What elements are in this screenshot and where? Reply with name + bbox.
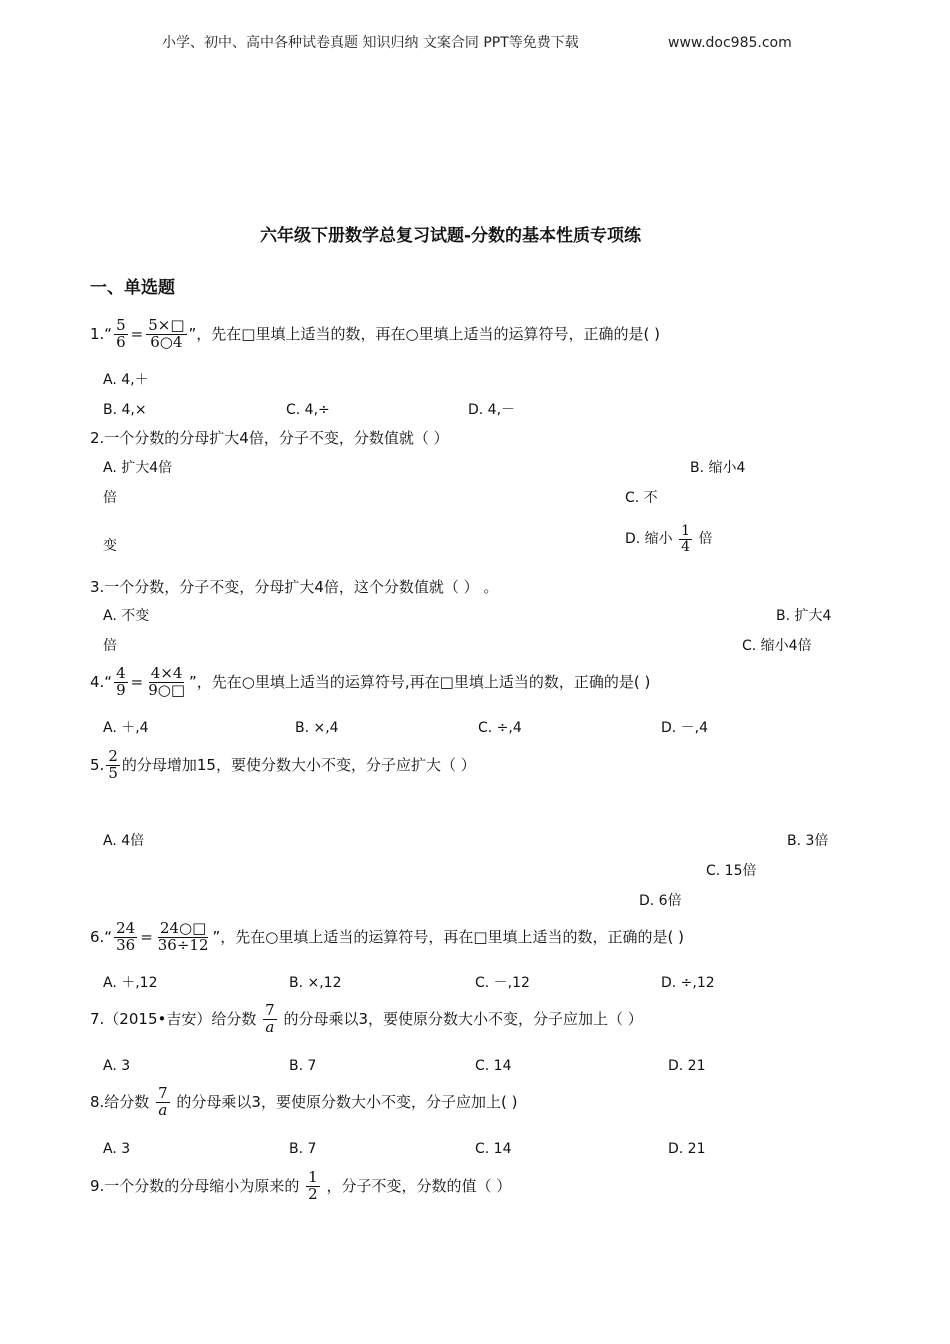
option-c: C. 15倍 <box>706 863 757 879</box>
fraction: $\frac{7}{a}$ <box>265 1001 275 1036</box>
fraction: $\frac{5\times□}{6○4}$ <box>148 316 185 351</box>
option-a: A. ＋,12 <box>103 975 158 991</box>
option-d: D. 21 <box>668 1141 706 1157</box>
question-text: 8.给分数 <box>90 1092 150 1111</box>
question-text: ，分子不变，分数的值（ ） <box>326 1176 512 1195</box>
option-d: D. ÷,12 <box>661 975 715 991</box>
question-text: 的分母乘以3，要使原分数大小不变，分子应加上( ) <box>176 1092 518 1111</box>
option-b: B. 7 <box>289 1141 317 1157</box>
option-a: A. 3 <box>103 1058 131 1074</box>
question-6: 6.“ $\frac{24}{36}$ = $\frac{24○□}{36\div 12}$ ”，先在○里填上适当的运算符号，再在□里填上适当的数，正确的是( ) <box>90 919 685 954</box>
option-b: B. 缩小4 <box>690 460 746 476</box>
question-number: 1.“ <box>90 324 113 343</box>
question-5 <box>90 749 476 782</box>
option-a: A. 扩大4倍 <box>103 460 173 476</box>
question-number: 6.“ <box>90 927 113 946</box>
option-d: D. 缩小 $\frac{1}{4}$ 倍 <box>625 523 713 555</box>
option-d: D. 4,－ <box>468 402 516 418</box>
option-c: C. 14 <box>475 1058 512 1074</box>
fraction: $\frac{7}{a}$ <box>158 1084 168 1119</box>
option-d: D. 21 <box>668 1058 706 1074</box>
option-d: D. 6倍 <box>639 893 682 909</box>
question-2: 2.一个分数的分母扩大4倍，分子不变，分数值就（ ） <box>90 429 449 447</box>
option-b: B. 4,× <box>103 402 147 418</box>
fraction: $\frac{24○□}{36\div 12}$ <box>157 919 209 954</box>
option-c: C. 缩小4倍 <box>742 638 812 654</box>
fraction: $\frac{4}{9}$ <box>116 664 126 699</box>
option-b: B. 扩大4 <box>776 608 832 624</box>
option-b: B. 7 <box>289 1058 317 1074</box>
question-text: ”，先在○里填上适当的运算符号,再在□里填上适当的数，正确的是( ) <box>189 672 651 691</box>
option-c: C. 14 <box>475 1141 512 1157</box>
question-number: 5. <box>90 755 105 774</box>
header-tagline: 小学、初中、高中各种试卷真题 知识归纳 文案合同 PPT等免费下载 <box>162 35 579 51</box>
section-heading: 一、单选题 <box>90 278 175 298</box>
question-text: 的分母乘以3，要使原分数大小不变，分子应加上（ ） <box>283 1009 643 1028</box>
question-8 <box>90 1086 517 1119</box>
page-title: 六年级下册数学总复习试题-分数的基本性质专项练 <box>260 226 642 246</box>
question-text: ”，先在□里填上适当的数，再在○里填上适当的运算符号，正确的是( ) <box>188 324 661 343</box>
question-7 <box>90 1003 643 1036</box>
option-a: A. 不变 <box>103 608 150 624</box>
fraction: $\frac{4\times 4}{9○□}$ <box>148 664 186 699</box>
option-d: D. －,4 <box>661 720 709 736</box>
option-a: A. 4倍 <box>103 833 145 849</box>
option-c: C. －,12 <box>475 975 530 991</box>
option-b: B. ×,12 <box>289 975 342 991</box>
option-a: A. ＋,4 <box>103 720 149 736</box>
option-b-continued: 倍 <box>103 490 117 506</box>
option-c: C. ÷,4 <box>478 720 522 736</box>
option-a: A. 3 <box>103 1141 131 1157</box>
option-b-continued: 倍 <box>103 638 117 654</box>
question-text: 9.一个分数的分母缩小为原来的 <box>90 1176 300 1195</box>
question-text: 的分母增加15，要使分数大小不变，分子应扩大（ ） <box>121 755 476 774</box>
question-1: 1.“ $\frac{5}{6}$ = $\frac{5\times□}{6○4}$ ”，先在□里填上适当的数，再在○里填上适当的运算符号，正确的是( ) <box>90 316 661 351</box>
fraction: $\frac{24}{36}$ <box>116 919 136 954</box>
option-c-continued: 变 <box>103 538 117 554</box>
option-c: C. 4,÷ <box>286 402 330 418</box>
fraction: $\frac{1}{2}$ <box>308 1168 318 1203</box>
question-4: 4.“ $\frac{4}{9}$ = $\frac{4\times 4}{9○□}$ ”，先在○里填上适当的运算符号,再在□里填上适当的数，正确的是( ) <box>90 664 651 699</box>
fraction: $\frac{5}{6}$ <box>116 316 126 351</box>
question-text: ”，先在○里填上适当的运算符号，再在□里填上适当的数，正确的是( ) <box>212 927 685 946</box>
fraction: $\frac{2}{5}$ <box>108 747 118 782</box>
fraction: $\frac{1}{4}$ <box>681 523 691 555</box>
option-a: A. 4,＋ <box>103 372 149 388</box>
question-number: 4.“ <box>90 672 113 691</box>
option-c: C. 不 <box>625 490 658 506</box>
question-9 <box>90 1170 511 1203</box>
question-3: 3.一个分数，分子不变，分母扩大4倍，这个分数值就（ ） 。 <box>90 578 499 596</box>
question-text: 7.（2015•吉安）给分数 <box>90 1009 257 1028</box>
option-b: B. ×,4 <box>295 720 339 736</box>
option-b: B. 3倍 <box>787 833 829 849</box>
header-url: www.doc985.com <box>668 35 792 51</box>
